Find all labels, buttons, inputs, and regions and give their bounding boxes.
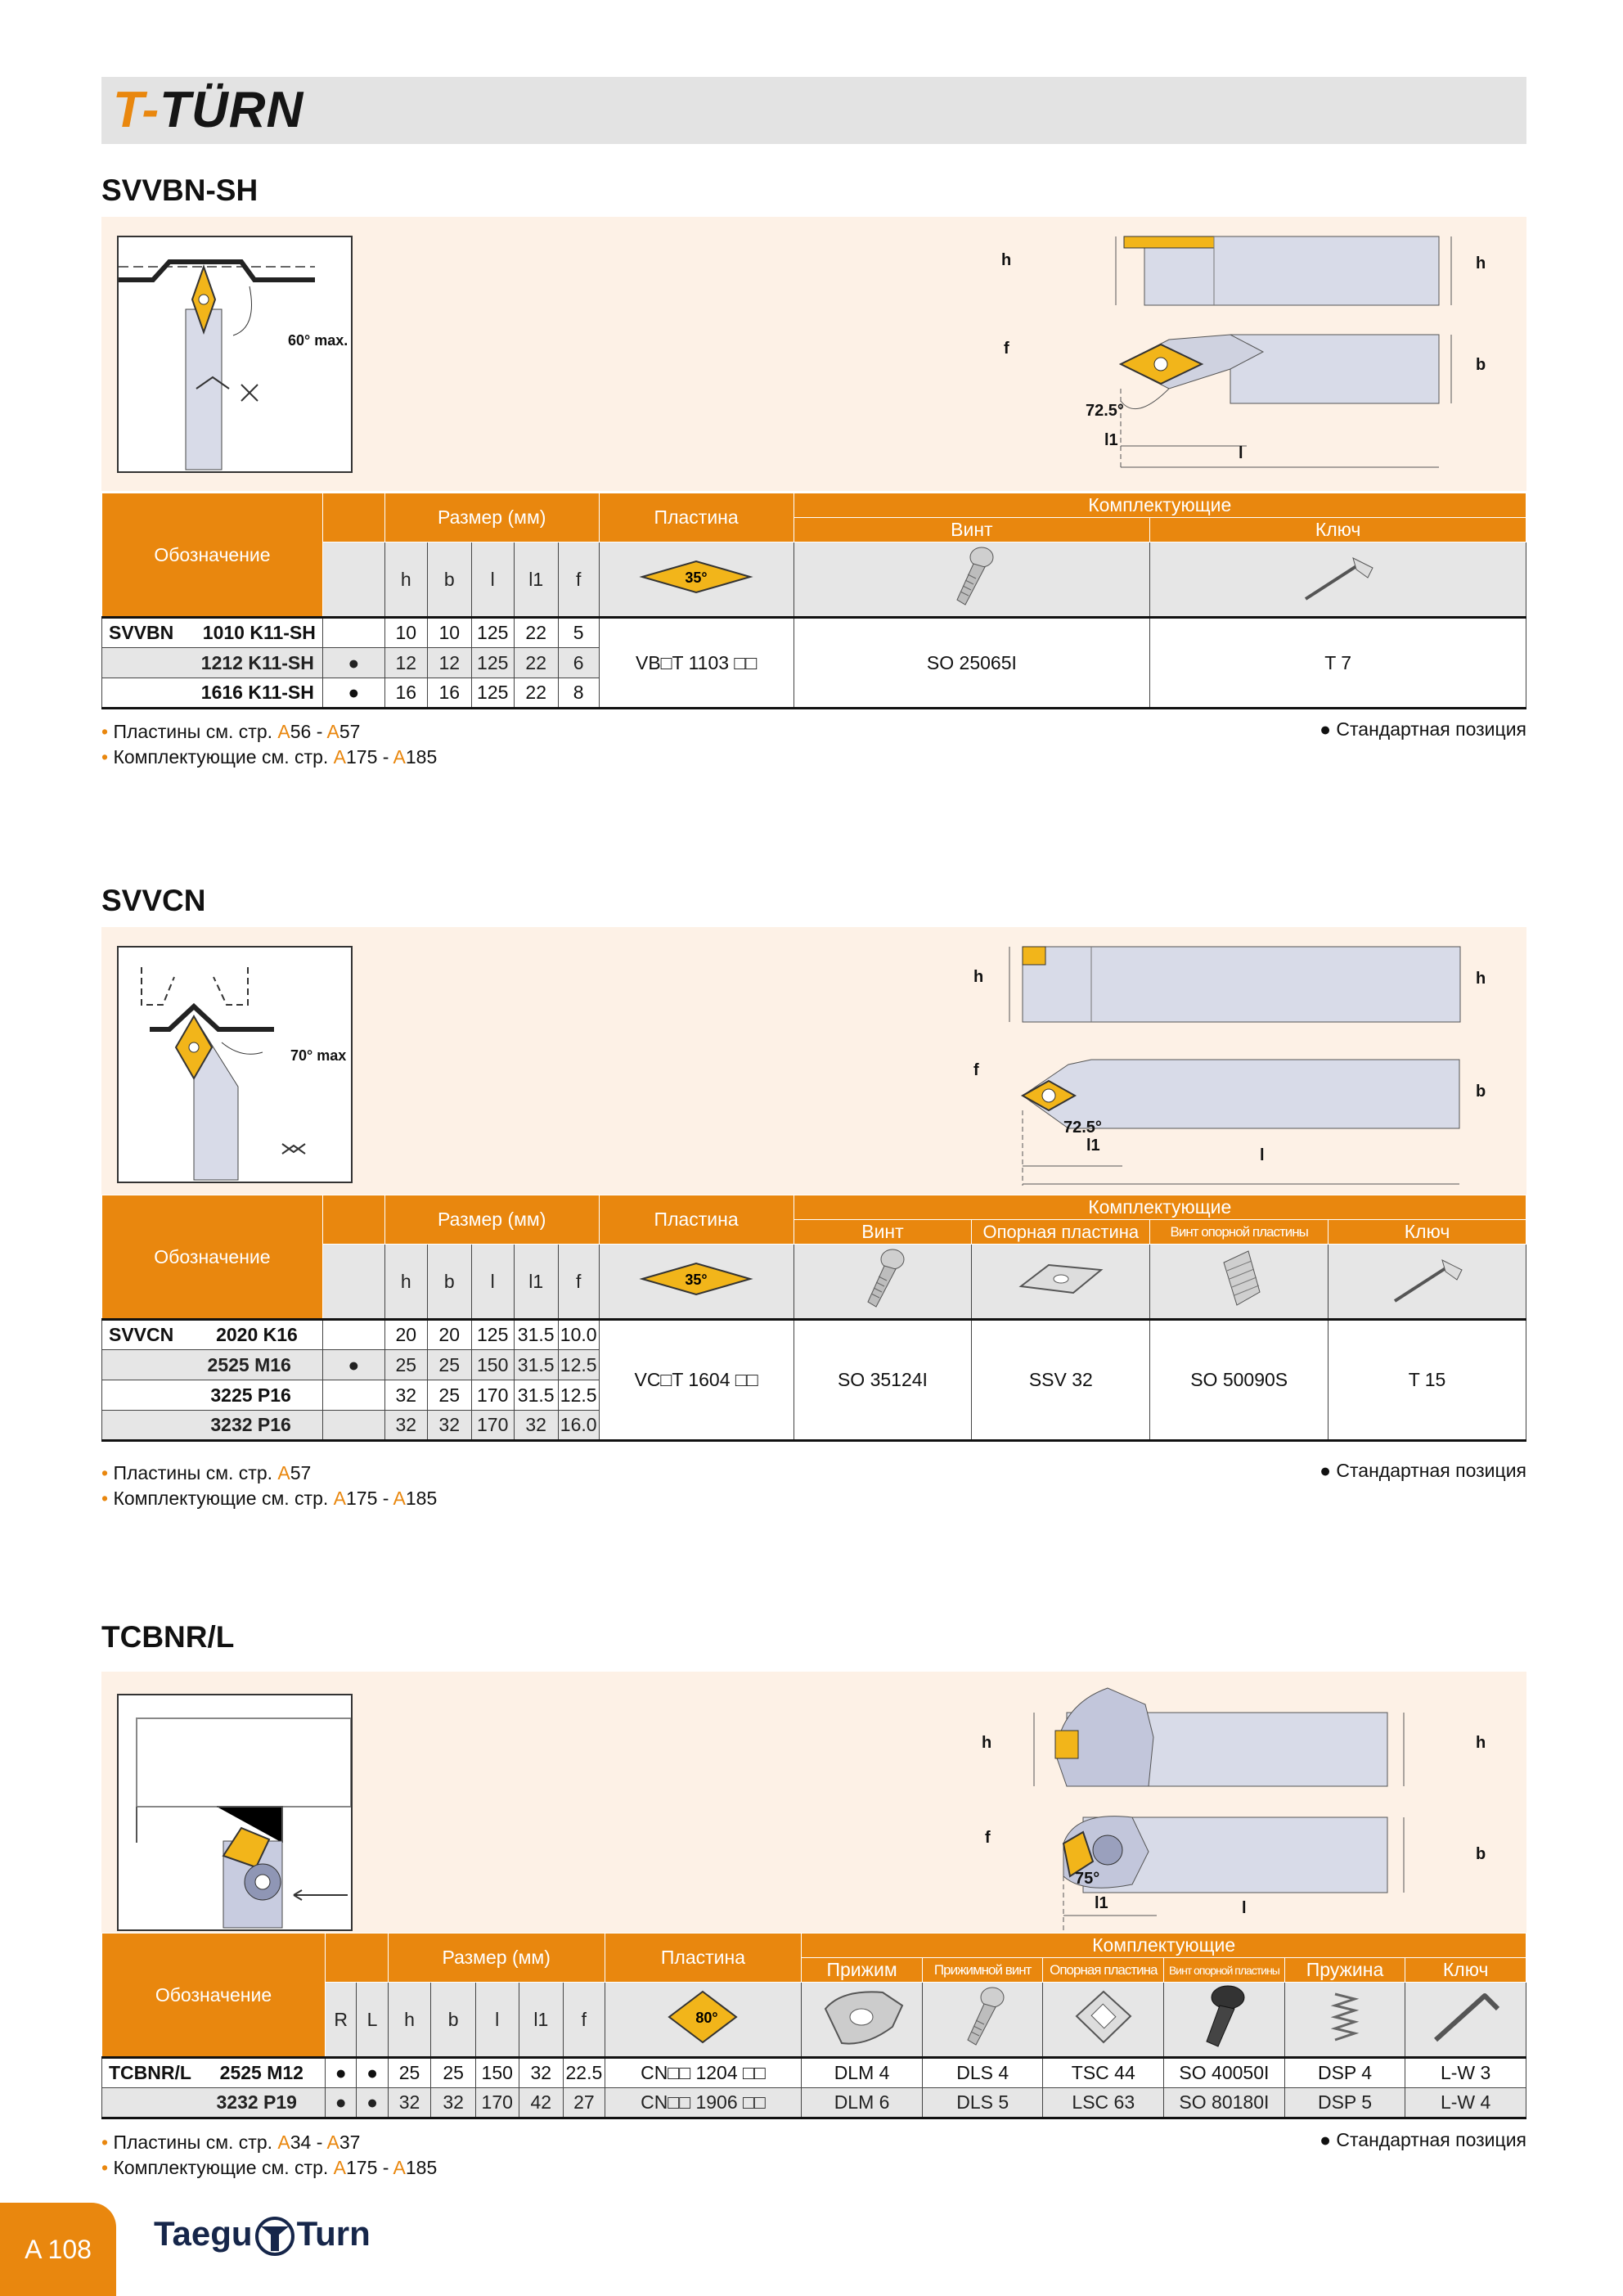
screw-code: SO 35124I [794,1320,972,1441]
designation-header: Обозначение [102,1195,323,1320]
insert-header: Пластина [599,1195,794,1245]
std-position-legend: ● Стандартная позиция [1320,718,1526,740]
dim-h-left: h [1001,251,1012,269]
dim-l1: l1 [1104,431,1118,449]
svg-text:80°: 80° [695,2010,719,2026]
spec-table-tcbnr: Обозначение Размер (мм) Пластина Комплектующие Прижим Прижимной винт Опорная пластина Винт опорной пластины Пружина Ключ R L h b l l1 f 80° TCBNR/L 2525 M12 ● ● 25 25 150 32 22.5 CN□□ 1204 □□ DLM 4 DLS 4 TSC 44 SO 40050I DSP 4 L-W 3 3232 P19 ● ● 32 32 170 42 27 CN□□ 1906 □□ DLM 6 DLS 5 LSC 63 SO 80180I DSP 5 L-W 4 [101,1933,1526,2119]
col-spring: Пружина [1284,1958,1405,1983]
size-header: Размер (мм) [384,493,599,542]
section1-illustration [101,217,1526,491]
section1-notes: • Пластины см. стр. A56 - A57 • Комплектующие см. стр. A175 - A185 [101,721,438,768]
col-clamp: Прижим [802,1958,923,1983]
accessories-header: Комплектующие [802,1934,1526,1958]
t-shield-icon [253,2217,297,2256]
col-screw: Винт [794,1220,972,1245]
lead-angle-label: 75° [1075,1870,1100,1888]
section-title-svvbn-sh: SVVBN-SH [101,173,259,207]
key-code: T 15 [1329,1320,1526,1441]
key-code: T 7 [1150,618,1526,709]
shim-icon [972,1245,1150,1320]
header-bar [101,77,1526,144]
shim-screw-code: SO 50090S [1150,1320,1329,1441]
insert-code: VB□T 1103 □□ [599,618,794,709]
dim-b: b [1476,1083,1486,1101]
col-shim: Опорная пластина [972,1220,1150,1245]
dim-h-right: h [1476,970,1486,988]
shim-icon [1043,1983,1164,2058]
holder-drawing [985,1680,1476,1942]
insert-header: Пластина [605,1934,802,1983]
screw-icon [794,1245,972,1320]
spring-icon [1284,1983,1405,2058]
section3-notes: • Пластины см. стр. A34 - A37 • Комплектующие см. стр. A175 - A185 [101,2132,438,2178]
dim-h-left: h [982,1734,992,1752]
key-icon [1405,1983,1526,2058]
shim-screw-icon [1150,1245,1329,1320]
dim-f: f [985,1829,991,1847]
dim-f: f [973,1061,979,1079]
insert-35-icon [599,1245,794,1320]
dim-h-left: h [973,968,984,986]
dim-b: b [1476,356,1486,374]
accessories-header: Комплектующие [794,493,1526,518]
screw-code: SO 25065I [794,618,1150,709]
insert-35-icon [599,542,794,618]
shim-screw-icon [1164,1983,1285,2058]
dim-h-right: h [1476,1734,1486,1752]
section3-illustration [101,1672,1526,1952]
std-position-legend: ● Стандартная позиция [1320,2129,1526,2150]
dim-l1: l1 [1086,1137,1100,1155]
size-header: Размер (мм) [384,1195,599,1245]
section-title-tcbnr: TCBNR/L [101,1620,235,1654]
insert-header: Пластина [599,493,794,542]
max-angle-label: 70° max [290,1047,347,1064]
page-number: A 108 [0,2203,116,2296]
insert-code: VC□T 1604 □□ [599,1320,794,1441]
col-key: Ключ [1150,518,1526,542]
table-row: 3232 P19 [102,2088,326,2118]
table-row: 1616 K11-SH [102,678,323,709]
max-angle-label: 60° max. [288,332,348,349]
std-position-legend: ● Стандартная позиция [1320,1460,1526,1481]
machining-sketch [117,946,353,1183]
dim-b: b [1476,1845,1486,1863]
key-icon [1329,1245,1526,1320]
section-title-svvcn: SVVCN [101,884,206,917]
holder-drawing [993,225,1468,479]
col-shim: Опорная пластина [1043,1958,1164,1983]
size-header: Размер (мм) [388,1934,605,1983]
lead-angle-label: 72.5° [1063,1119,1102,1137]
clamp-screw-icon [922,1983,1043,2058]
dim-h-right: h [1476,254,1486,272]
t-turn-logo: T-TÜRN [113,82,304,138]
insert-80-icon [605,1983,802,2058]
designation-header: Обозначение [102,493,323,618]
spec-table-svvcn: Обозначение Размер (мм) Пластина Комплектующие Винт Опорная пластина Винт опорной пластины Ключ h b l l1 f 35° SVVCN 2020 K16 20 20 125 31.5 10.0 VC□T 1604 □□ SO 35124I SSV 32 SO 50090S T 15 2525 M16 ● 25 25 150 31.5 12.5 3225 P16 32 25 170 31.5 12.5 3232 P16 32 32 170 32 16.0 [101,1195,1526,1442]
accessories-header: Комплектующие [794,1195,1526,1220]
machining-sketch [117,1694,353,1931]
dim-l1: l1 [1095,1894,1108,1912]
table-row: 3225 P16 [102,1380,323,1411]
dim-l: l [1239,444,1243,462]
section2-illustration [101,927,1526,1201]
col-key: Ключ [1329,1220,1526,1245]
col-shim-screw: Винт опорной пластины [1150,1220,1329,1245]
section2-notes: • Пластины см. стр. A57 • Комплектующие см. стр. A175 - A185 [101,1462,438,1509]
designation-header: Обозначение [102,1934,326,2058]
holder-drawing [977,935,1468,1189]
col-screw: Винт [794,518,1150,542]
svg-text:35°: 35° [685,569,708,586]
machining-sketch [117,236,353,473]
spec-table-svvbn: Обозначение Размер (мм) Пластина Комплектующие Винт Ключ h b l l1 f 35° SVVBN 1010 K11-SH 10 10 125 22 5 VB□T 1103 □□ SO 25065I T 7 1212 K11-SH ● 12 12 125 22 6 1616 K11-SH ● 16 16 125 22 8 [101,493,1526,709]
table-row: 2525 M16 [102,1350,323,1380]
screw-icon [794,542,1150,618]
dim-f: f [1004,340,1009,358]
lead-angle-label: 72.5° [1086,402,1124,420]
col-shim-screw: Винт опорной пластины [1164,1958,1285,1983]
key-icon [1150,542,1526,618]
dim-l: l [1260,1146,1265,1164]
col-clamp-screw: Прижимной винт [922,1958,1043,1983]
col-key: Ключ [1405,1958,1526,1983]
shim-code: SSV 32 [972,1320,1150,1441]
svg-text:35°: 35° [685,1272,708,1288]
table-row: 3232 P16 [102,1411,323,1441]
taegu-turn-logo: Taegu Turn [154,2214,371,2256]
clamp-icon [802,1983,923,2058]
table-row: 1212 K11-SH [102,648,323,678]
dim-l: l [1242,1899,1247,1917]
